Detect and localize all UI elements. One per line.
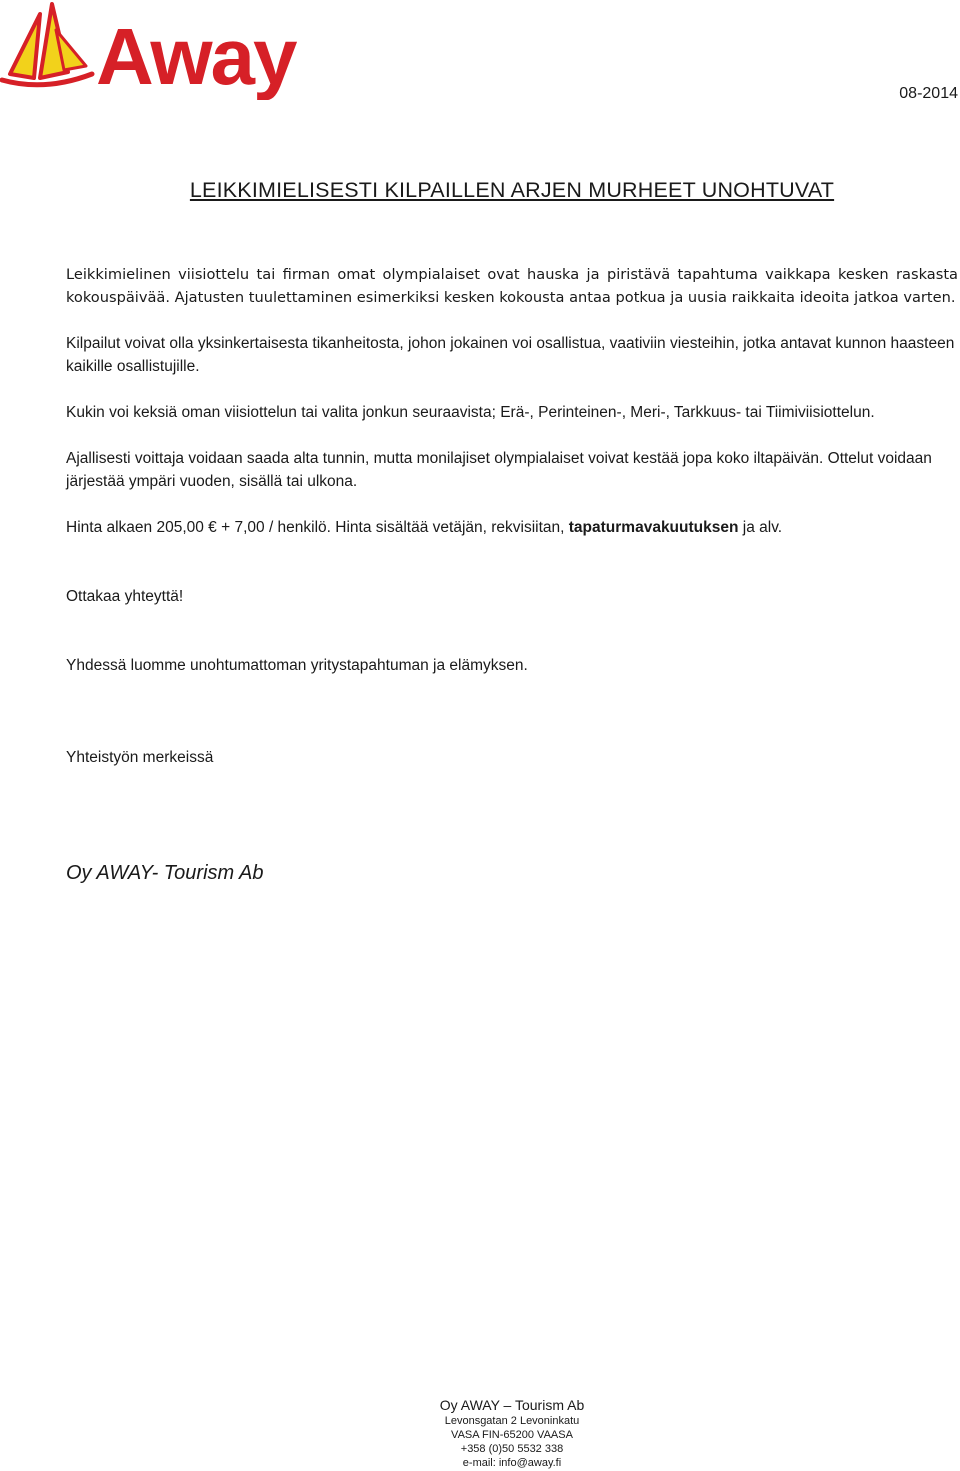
document-date: 08-2014 <box>899 85 958 102</box>
footer-address: Levonsgatan 2 Levoninkatu <box>444 1415 580 1427</box>
paragraph-price <box>66 516 958 539</box>
paragraph-closing: Yhteistyön merkeissä <box>66 749 214 766</box>
signature-company: Oy AWAY- Tourism Ab <box>66 862 264 884</box>
insurance-text: tapaturmavakuutuksen <box>568 519 739 536</box>
away-logo <box>0 0 330 100</box>
paragraph-competitions: Kilpailut voivat olla yksinkertaisesta tikanheitosta, johon jokainen voi osallistua, vaativiin viesteihin, jotka antavat kunnon haasteen kaikille osallistujille. <box>66 335 955 375</box>
paragraph-together: Yhdessä luomme unohtumattoman yritystapahtuman ja elämyksen. <box>66 657 528 674</box>
paragraph-intro: Leikkimielinen viisiottelu tai firman omat olympialaiset ovat hauska ja piristävä tapahtuma vaikkapa kesken raskasta kokouspäivää. Ajatusten tuulettaminen esimerkiksi kesken kokousta antaa potkua ja uusia raikkaita ideoita jatkoa varten. <box>66 266 958 306</box>
paragraph-duration: Ajallisesti voittaja voidaan saada alta tunnin, mutta monilajiset olympialaiset voivat kestää jopa koko iltapäivän. Ottelut voidaan järjestää ympäri vuoden, sisällä tai ulkona. <box>66 450 932 490</box>
paragraph-options: Kukin voi keksiä oman viisiottelun tai valita jonkun seuraavista; Erä-, Perinteinen-, Meri-, Tarkkuus- tai Tiimiviisiottelun. <box>66 404 875 421</box>
paragraph-contact: Ottakaa yhteyttä! <box>66 588 184 605</box>
price-text-end: ja alv. <box>738 519 783 536</box>
logo-wordmark: Away <box>96 12 296 100</box>
footer-city: VASA FIN-65200 VAASA <box>451 1429 573 1441</box>
footer-phone: +358 (0)50 5532 338 <box>460 1443 564 1455</box>
footer <box>0 1396 960 1470</box>
sailboat-icon <box>2 4 92 85</box>
letter-body <box>66 263 958 792</box>
footer-email: e-mail: info@away.fi <box>462 1457 562 1469</box>
price-text: Hinta alkaen 205,00 € + 7,00 / henkilö. Hinta sisältää vetäjän, rekvisiitan, <box>66 519 569 536</box>
page-title: LEIKKIMIELISESTI KILPAILLEN ARJEN MURHEET UNOHTUVAT <box>189 178 835 202</box>
footer-company: Oy AWAY – Tourism Ab <box>439 1397 585 1413</box>
